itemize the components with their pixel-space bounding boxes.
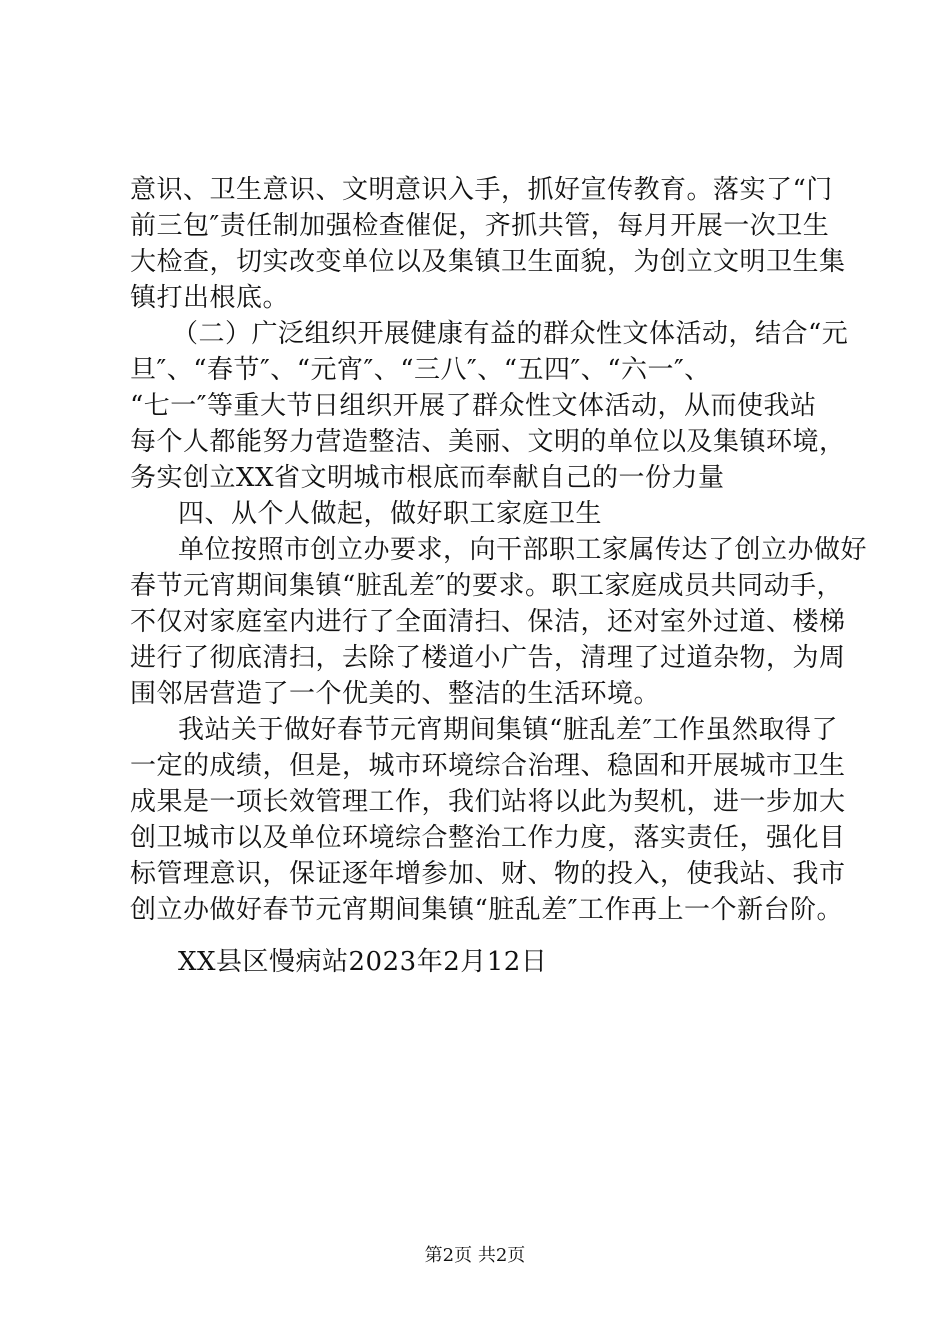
text-line: 标管理意识，保证逐年增参加、财、物的投入，使我站、我市 bbox=[130, 859, 846, 889]
text-line: 不仅对家庭室内进行了全面清扫、保洁，还对室外过道、楼梯 bbox=[130, 607, 846, 637]
text-line: 围邻居营造了一个优美的、整洁的生活环境。 bbox=[130, 679, 661, 709]
paragraph-start-line: （二）广泛组织开展健康有益的群众性文体活动，结合“元 bbox=[172, 319, 849, 349]
paragraph-start-line: 我站关于做好春节元宵期间集镇“脏乱差″工作虽然取得了 bbox=[178, 715, 839, 745]
page-footer: 第2页 共2页 bbox=[424, 1245, 526, 1266]
text-line: 大检查，切实改变单位以及集镇卫生面貌，为创立文明卫生集 bbox=[130, 247, 846, 277]
text-line: 创卫城市以及单位环境综合整治工作力度，落实责任，强化目 bbox=[130, 823, 846, 853]
text-line: 每个人都能努力营造整洁、美丽、文明的单位以及集镇环境， bbox=[130, 427, 846, 457]
text-line: 创立办做好春节元宵期间集镇“脏乱差″工作再上一个新台阶。 bbox=[130, 895, 844, 925]
text-line: 务实创立XX省文明城市根底而奉献自己的一份力量 bbox=[130, 463, 725, 493]
section-heading: 四、从个人做起，做好职工家庭卫生 bbox=[178, 499, 603, 529]
signature-date-line: XX县区慢病站2023年2月12日 bbox=[178, 947, 548, 977]
text-line: 意识、卫生意识、文明意识入手，抓好宣传教育。落实了“门 bbox=[130, 175, 833, 205]
text-line: 进行了彻底清扫，去除了楼道小广告，清理了过道杂物，为周 bbox=[130, 643, 846, 673]
text-line: 春节元宵期间集镇“脏乱差″的要求。职工家庭成员共同动手， bbox=[130, 571, 844, 601]
text-line: 成果是一项长效管理工作，我们站将以此为契机，进一步加大 bbox=[130, 787, 846, 817]
text-line: 前三包″责任制加强检查催促，齐抓共管，每月开展一次卫生 bbox=[130, 211, 830, 241]
paragraph-start-line: 单位按照市创立办要求，向干部职工家属传达了创立办做好 bbox=[178, 535, 868, 565]
text-line: 旦″、“春节″、“元宵″、“三八″、“五四″、“六一″、 bbox=[130, 355, 711, 385]
text-line: 镇打出根底。 bbox=[130, 283, 290, 313]
text-line: 一定的成绩，但是，城市环境综合治理、稳固和开展城市卫生 bbox=[130, 751, 846, 781]
text-line: “七一″等重大节日组织开展了群众性文体活动，从而使我站 bbox=[130, 391, 817, 421]
